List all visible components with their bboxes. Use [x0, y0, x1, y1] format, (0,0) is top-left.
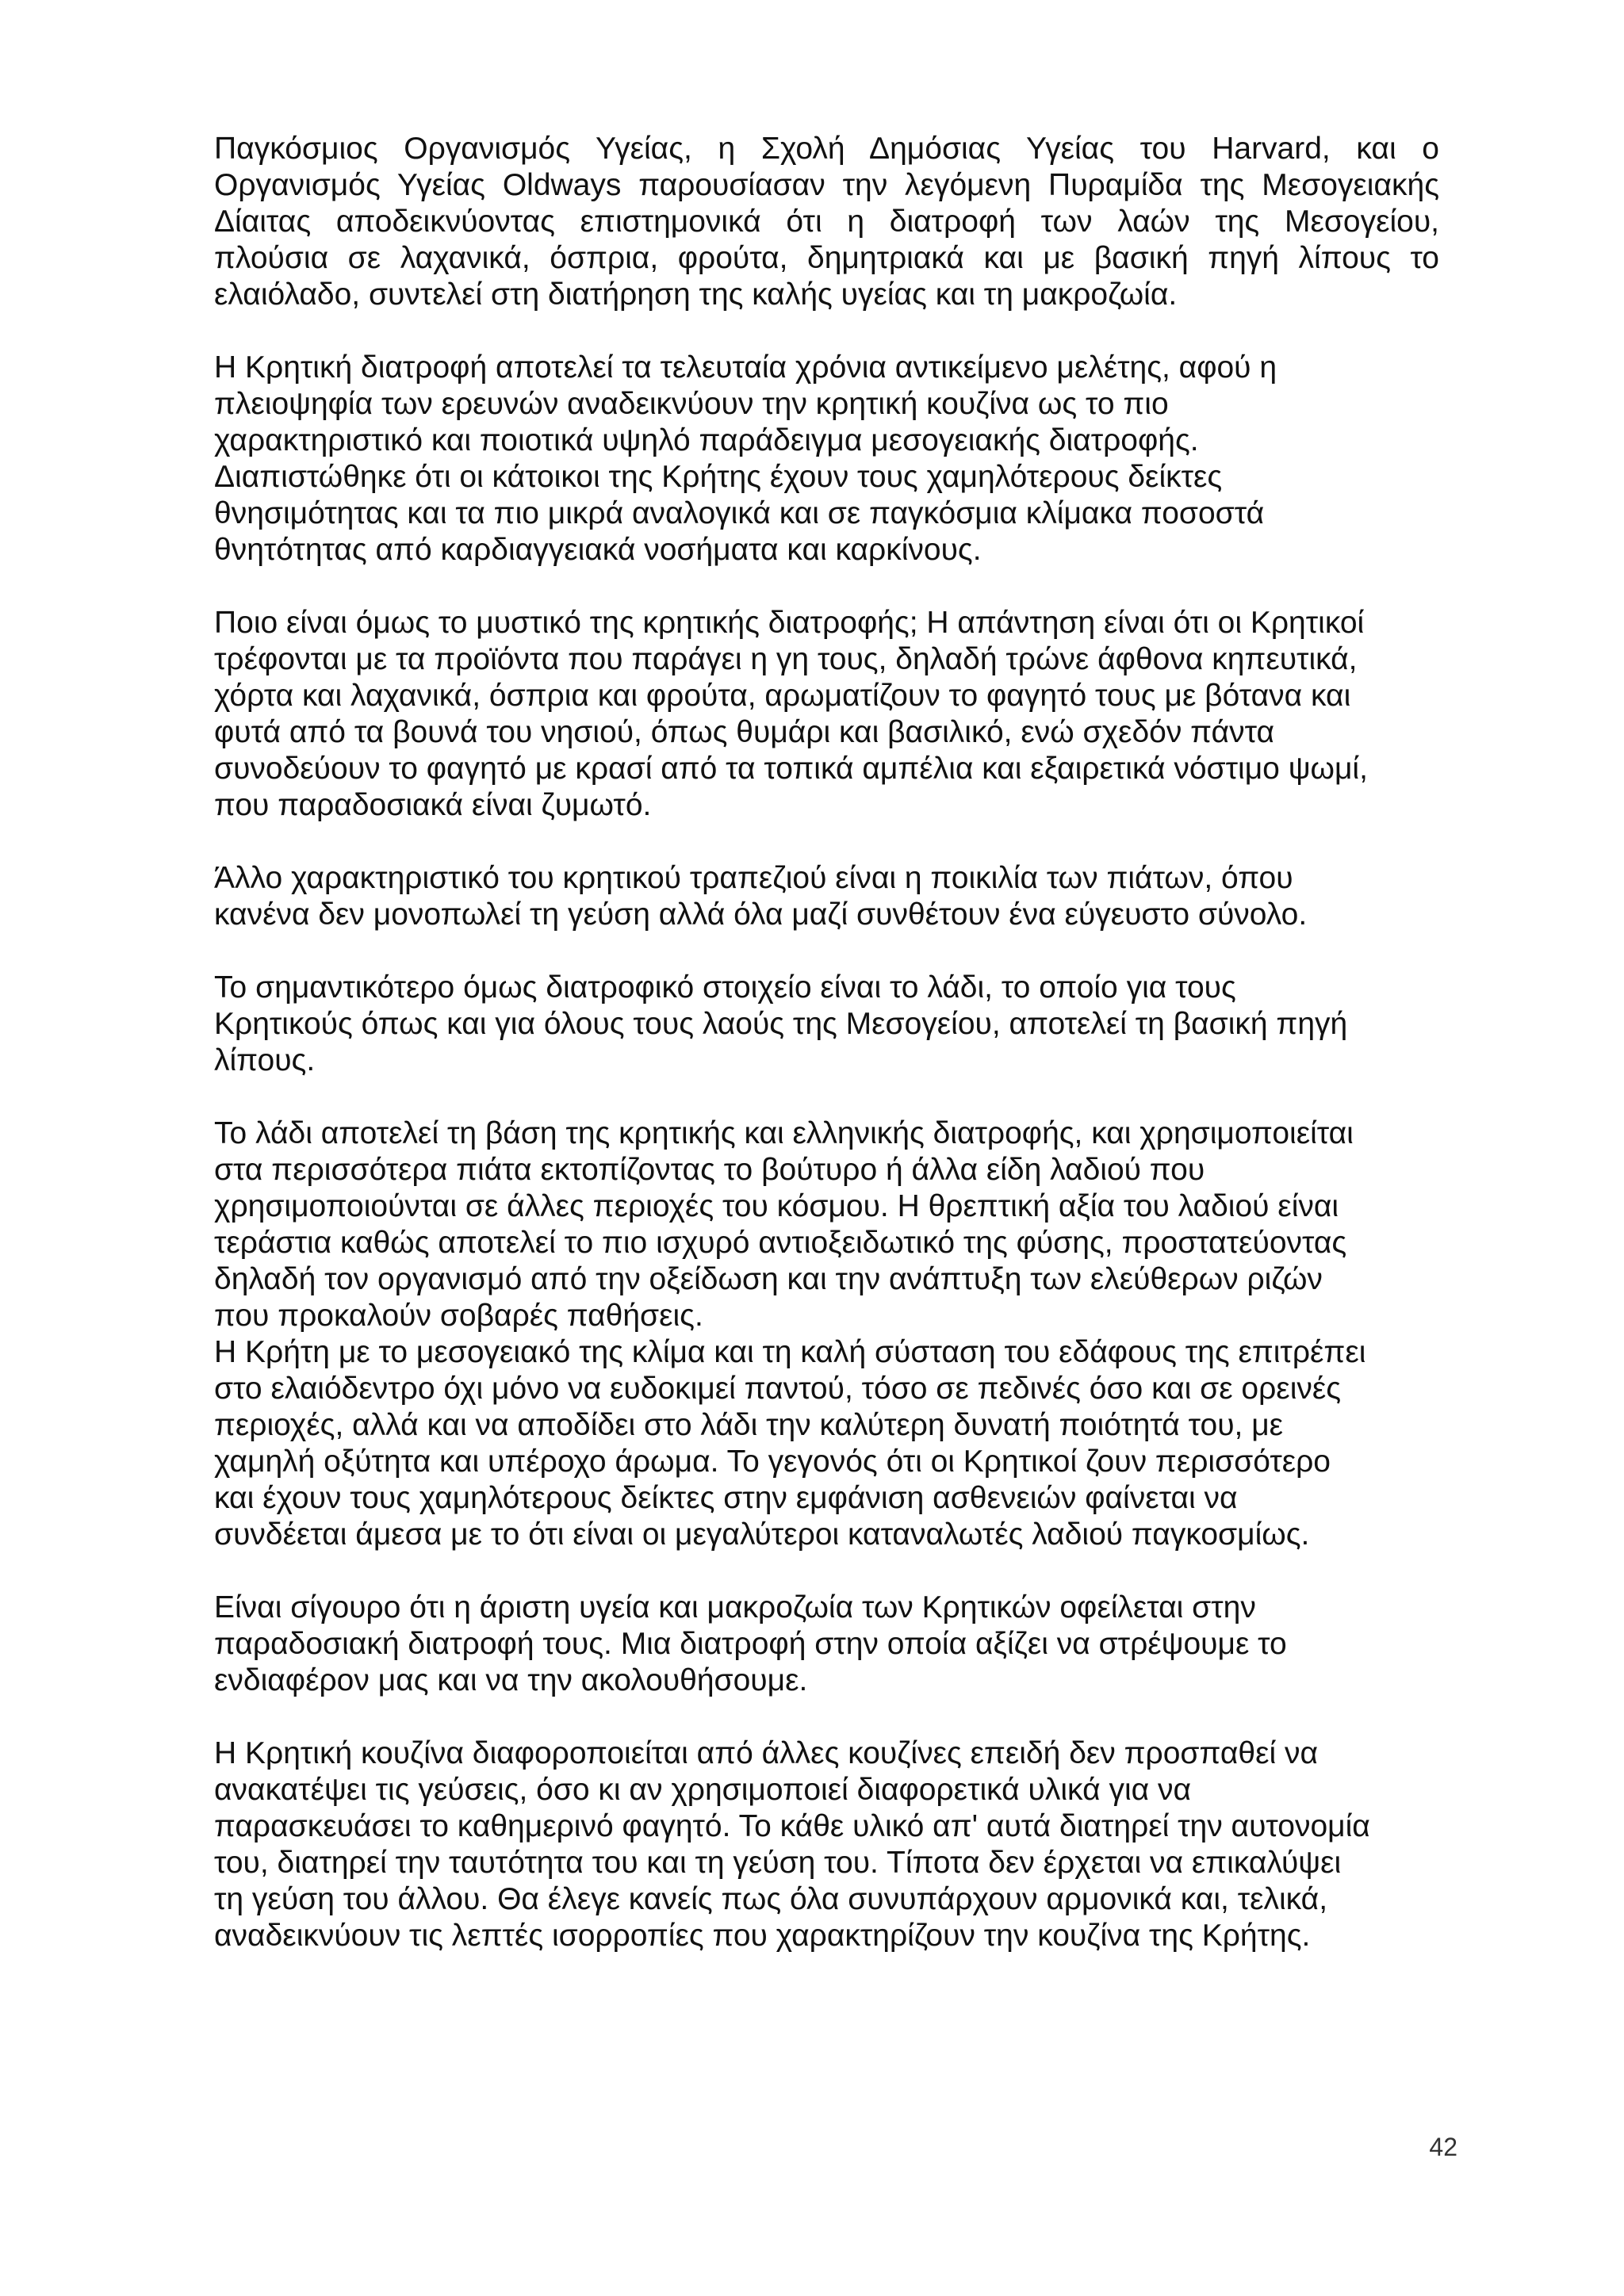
text-line: πλούσια σε λαχανικά, όσπρια, φρούτα, δημητριακά και με βασική πηγή λίπους το [214, 241, 1439, 275]
text-line: λίπους. [214, 1043, 316, 1077]
text-line: Ποιο είναι όμως το μυστικό της κρητικής διατροφής; Η απάντηση είναι ότι οι Κρητικοί [214, 606, 1365, 640]
text-line: χαρακτηριστικό και ποιοτικά υψηλό παράδειγμα μεσογειακής διατροφής. [214, 423, 1199, 457]
text-line: παραδοσιακή διατροφή τους. Μια διατροφή στην οποία αξίζει να στρέψουμε το [214, 1627, 1287, 1661]
paragraph-9 [214, 1735, 1439, 1954]
text-line: στο ελαιόδεντρο όχι μόνο να ευδοκιμεί παντού, τόσο σε πεδινές όσο και σε ορεινές [214, 1372, 1342, 1406]
text-line: φυτά από τα βουνά του νησιού, όπως θυμάρι και βασιλικό, ενώ σχεδόν πάντα [214, 715, 1274, 749]
text-line: πλειοψηφία των ερευνών αναδεικνύουν την κρητική κουζίνα ως το πιο [214, 387, 1169, 421]
paragraph-6 [214, 1115, 1439, 1334]
text-line: περιοχές, αλλά και να αποδίδει στο λάδι την καλύτερη δυνατή ποιότητά του, με [214, 1408, 1284, 1442]
text-line: στα περισσότερα πιάτα εκτοπίζοντας το βούτυρο ή άλλα είδη λαδιού που [214, 1153, 1205, 1187]
text-line: ελαιόλαδο, συντελεί στη διατήρηση της καλής υγείας και τη μακροζωία. [214, 277, 1178, 312]
text-line: Η Κρητική διατροφή αποτελεί τα τελευταία χρόνια αντικείμενο μελέτης, αφού η [214, 350, 1277, 385]
text-line: θνητότητας από καρδιαγγειακά νοσήματα και καρκίνους. [214, 533, 982, 567]
text-line: Το σημαντικότερο όμως διατροφικό στοιχείο είναι το λάδι, το οποίο για τους [214, 970, 1236, 1004]
document-body [214, 131, 1439, 1991]
paragraph-3 [214, 605, 1439, 824]
text-line: και έχουν τους χαμηλότερους δείκτες στην εμφάνιση ασθενειών φαίνεται να [214, 1481, 1238, 1515]
text-line: χαμηλή οξύτητα και υπέροχο άρωμα. Το γεγονός ότι οι Κρητικοί ζουν περισσότερο [214, 1445, 1331, 1479]
text-line: Το λάδι αποτελεί τη βάση της κρητικής και ελληνικής διατροφής, και χρησιμοποιείται [214, 1116, 1354, 1150]
text-line: που προκαλούν σοβαρές παθήσεις. [214, 1299, 703, 1333]
text-line: συνοδεύουν το φαγητό με κρασί από τα τοπικά αμπέλια και εξαιρετικά νόστιμο ψωμί, [214, 752, 1368, 786]
paragraph-4 [214, 860, 1439, 933]
text-line: Παγκόσμιος Οργανισμός Υγείας, η Σχολή Δημόσιας Υγείας του Harvard, και ο [214, 132, 1439, 166]
text-line: Άλλο χαρακτηριστικό του κρητικού τραπεζιού είναι η ποικιλία των πιάτων, όπου [214, 861, 1293, 895]
text-line: Είναι σίγουρο ότι η άριστη υγεία και μακροζωία των Κρητικών οφείλεται στην [214, 1590, 1256, 1624]
text-line: παρασκευάσει το καθημερινό φαγητό. Το κάθε υλικό απ' αυτά διατηρεί την αυτονομία [214, 1809, 1370, 1843]
text-line: αναδεικνύουν τις λεπτές ισορροπίες που χαρακτηρίζουν την κουζίνα της Κρήτης. [214, 1919, 1311, 1953]
text-line: τρέφονται με τα προϊόντα που παράγει η γη τους, δηλαδή τρώνε άφθονα κηπευτικά, [214, 642, 1358, 676]
text-line: τη γεύση του άλλου. Θα έλεγε κανείς πως όλα συνυπάρχουν αρμονικά και, τελικά, [214, 1882, 1328, 1916]
page-number: 42 [1429, 2133, 1457, 2161]
paragraph-7 [214, 1334, 1439, 1553]
paragraph-8 [214, 1590, 1439, 1699]
text-line: Διαπιστώθηκε ότι οι κάτοικοι της Κρήτης έχουν τους χαμηλότερους δείκτες [214, 460, 1223, 494]
text-line: που παραδοσιακά είναι ζυμωτό. [214, 788, 652, 822]
text-line: θνησιμότητας και τα πιο μικρά αναλογικά και σε παγκόσμια κλίμακα ποσοστά [214, 496, 1265, 530]
text-line: του, διατηρεί την ταυτότητα του και τη γεύση του. Τίποτα δεν έρχεται να επικαλύψει [214, 1846, 1342, 1880]
paragraph-5 [214, 970, 1439, 1079]
text-line: χόρτα και λαχανικά, όσπρια και φρούτα, αρωματίζουν το φαγητό τους με βότανα και [214, 679, 1351, 713]
text-line: δηλαδή τον οργανισμό από την οξείδωση και την ανάπτυξη των ελεύθερων ριζών [214, 1262, 1323, 1296]
text-line: Κρητικούς όπως και για όλους τους λαούς της Μεσογείου, αποτελεί τη βασική πηγή [214, 1007, 1348, 1041]
paragraph-2 [214, 350, 1439, 568]
text-line: κανένα δεν μονοπωλεί τη γεύση αλλά όλα μαζί συνθέτουν ένα εύγευστο σύνολο. [214, 897, 1308, 932]
text-line: Η Κρητική κουζίνα διαφοροποιείται από άλλες κουζίνες επειδή δεν προσπαθεί να [214, 1736, 1319, 1770]
text-line: ενδιαφέρον μας και να την ακολουθήσουμε. [214, 1663, 808, 1697]
text-line: ανακατέψει τις γεύσεις, όσο κι αν χρησιμοποιεί διαφορετικά υλικά για να [214, 1773, 1192, 1807]
text-line: χρησιμοποιούνται σε άλλες περιοχές του κόσμου. Η θρεπτική αξία του λαδιού είναι [214, 1189, 1339, 1223]
text-line: Η Κρήτη με το μεσογειακό της κλίμα και τη καλή σύσταση του εδάφους της επιτρέπει [214, 1335, 1366, 1369]
text-line: Δίαιτας αποδεικνύοντας επιστημονικά ότι η διατροφή των λαών της Μεσογείου, [214, 205, 1439, 239]
paragraph-1 [214, 131, 1439, 313]
text-line: Οργανισμός Υγείας Oldways παρουσίασαν την λεγόμενη Πυραμίδα της Μεσογειακής [214, 168, 1439, 202]
text-line: συνδέεται άμεσα με το ότι είναι οι μεγαλύτεροι καταναλωτές λαδιού παγκοσμίως. [214, 1517, 1310, 1552]
text-line: τεράστια καθώς αποτελεί το πιο ισχυρό αντιοξειδωτικό της φύσης, προστατεύοντας [214, 1226, 1347, 1260]
